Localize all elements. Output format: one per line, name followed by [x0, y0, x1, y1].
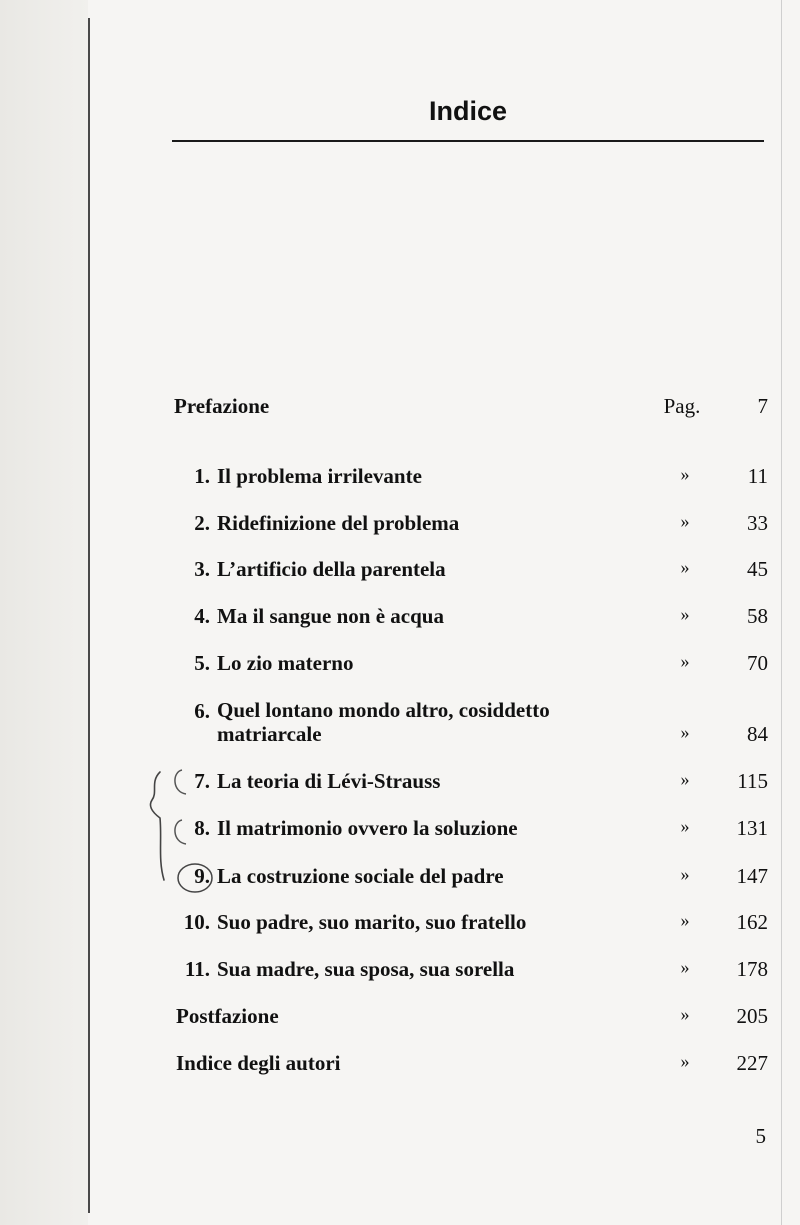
toc-entry-separator: »	[680, 1051, 690, 1071]
toc-entry-label: Sua madre, sua sposa, sua sorella	[217, 957, 515, 981]
toc-entry-separator: »	[680, 769, 690, 789]
toc-entry-number: 4.	[194, 604, 210, 628]
toc-entry-separator: »	[680, 910, 690, 930]
toc-entry-number: 10.	[183, 910, 210, 934]
toc-entry-number: 5.	[194, 651, 210, 675]
toc-entry-label: Suo padre, suo marito, suo fratello	[217, 910, 527, 934]
toc-entry-number: 11.	[184, 957, 210, 981]
toc-entry-label: Indice degli autori	[176, 1051, 341, 1075]
toc-entry-separator: »	[680, 651, 690, 671]
toc-entry-label: Ridefinizione del problema	[217, 511, 460, 535]
toc-entry-number: 3.	[194, 557, 210, 581]
toc-entry-label: La costruzione sociale del padre	[217, 864, 504, 888]
toc-entry-separator: »	[680, 957, 690, 977]
toc-entry-label: Il problema irrilevante	[217, 464, 422, 488]
toc-entry-separator: Pag.	[663, 394, 701, 418]
toc-entry-label: Postfazione	[176, 1004, 279, 1028]
toc-entry-number: 7.	[194, 769, 210, 793]
toc-entry-label: L’artificio della parentela	[217, 557, 446, 581]
toc-entry-label: Il matrimonio ovvero la soluzione	[217, 816, 518, 840]
toc-entry-number: 8.	[194, 816, 210, 840]
toc-entry-separator: »	[680, 464, 690, 484]
toc-entry-page: 162	[736, 910, 768, 934]
toc-entry-page: 33	[747, 511, 768, 535]
toc-entry-separator: »	[680, 604, 690, 624]
toc-entry-page: 70	[747, 651, 768, 675]
toc-entry-separator: »	[680, 1004, 690, 1024]
toc-entry-separator: »	[680, 511, 690, 531]
toc-entry-page: 7	[757, 394, 768, 418]
title-rule	[172, 140, 764, 142]
binding-shadow	[0, 0, 88, 1225]
binding-edge	[88, 18, 90, 1213]
toc-entry-page: 227	[736, 1051, 768, 1075]
toc-entry-page: 84	[747, 722, 768, 746]
toc-entry-separator: »	[680, 722, 690, 742]
toc-entry-separator: »	[680, 557, 690, 577]
toc-entry-page: 11	[747, 464, 768, 488]
toc-entry-page: 45	[747, 557, 768, 581]
toc-entry-label: La teoria di Lévi-Strauss	[217, 769, 441, 793]
toc-entry-page: 115	[737, 769, 768, 793]
toc-entry-number: 1.	[194, 464, 210, 488]
page-edge	[781, 0, 782, 1225]
toc-entry-label: Lo zio materno	[217, 651, 354, 675]
toc-entry-page: 58	[747, 604, 768, 628]
toc-entry-separator: »	[680, 816, 690, 836]
toc-entry-page: 147	[736, 864, 768, 888]
toc-entry-label: Prefazione	[174, 394, 270, 418]
toc-entry-page: 205	[736, 1004, 768, 1028]
toc-entry-label-line1: Quel lontano mondo altro, cosiddetto	[217, 698, 550, 722]
toc-entry-page: 131	[736, 816, 768, 840]
toc-entry-label-line2: matriarcale	[217, 722, 322, 746]
page-title: Indice	[428, 96, 508, 126]
toc-entry-number: 2.	[194, 511, 210, 535]
toc-entry-label: Ma il sangue non è acqua	[217, 604, 444, 628]
toc-entry-number: 6.	[194, 699, 210, 723]
page-number: 5	[755, 1124, 766, 1148]
toc-entry-page: 178	[736, 957, 768, 981]
toc-entry-number: 9.	[194, 864, 210, 888]
toc-entry-separator: »	[680, 864, 690, 884]
